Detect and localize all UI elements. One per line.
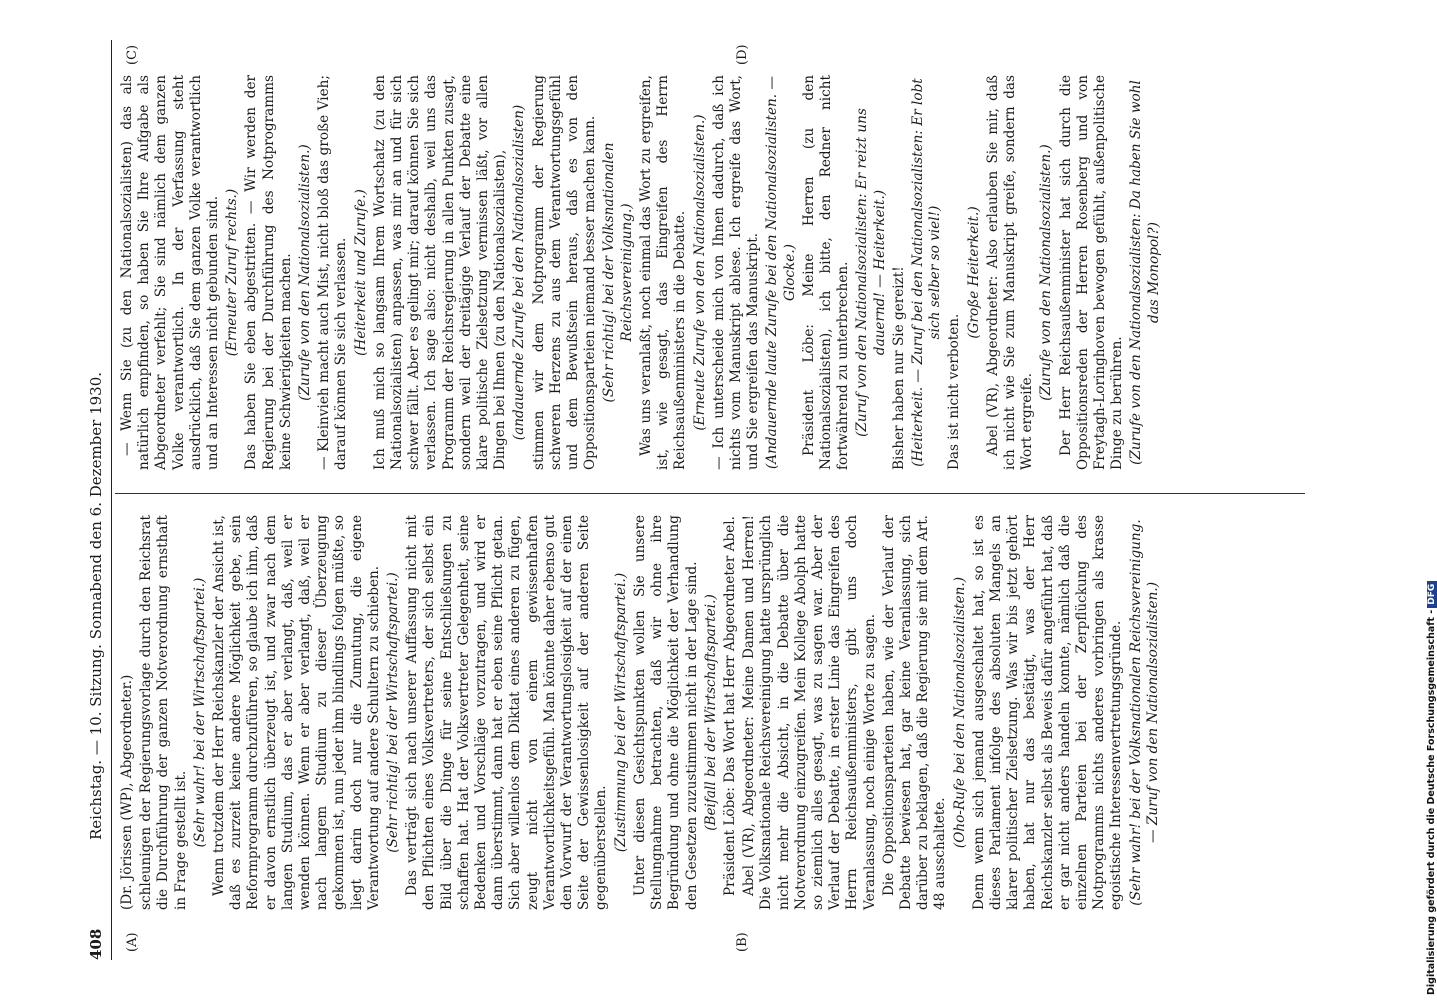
paragraph: (Zurufe von den Nationalsozialisten.) <box>1038 144 1055 401</box>
margin-marker-a: (A) <box>125 932 140 952</box>
paragraph: Wenn trotzdem der Herr Reichskanzler der Ansicht ist, daß es zurzeit keine andere Möglichkeit gebe, sein Reformprogramm durchzuführen, so glaube ich ihm, daß er davon ernstlich überzeugt ist, und zwar nach dem langen Studium, das er aber verlangt, daß, weil er wenden können. Wenn er aber verlangt, daß, weil er nach langem Studium zu dieser Überzeugung gekommen ist, nun jeder ihm blindlings folgen müßte, so liegt darin doch nur die Zumutung, die eigene Verantwortung auf andere Schultern zu schieben. <box>211 515 382 910</box>
page-header <box>85 40 112 960</box>
paragraph: (Dr. Jörissen (WP), Abgeordneter.) <box>119 674 135 910</box>
paragraph: Das verträgt sich nach unserer Auffassung nicht mit den Pflichten eines Volksvertreters, der sich selbst ein Bild über die Dinge für seine Entschließungen zu schaffen hat. Hat der Volksvertreter Gelegenheit, seine Bedenken und Vorschläge vorzutragen, und wird er dann überstimmt, dann hat er eben seine Pflicht getan. Sich aber willenlos dem Diktat eines anderen zu fügen, zeugt nicht von einem gewissenhaften Verantwortlichkeitsgefühl. Man könnte daher ebenso gut den Vorwurf der Verantwortungslosigkeit auf der einen Seite der Gewissenlosigkeit auf der anderen Seite gegenüberstellen. <box>404 515 610 910</box>
paragraph: Der Herr Reichsaußenminister hat sich durch die Oppositionsreden der Herren Rosenberg und von Freytagh-Loringhoven bewogen gefühlt, außenpolitische Dinge zu berühren. <box>1057 75 1126 470</box>
paragraph: (Beifall bei der Wirtschaftspartei.) <box>702 594 719 831</box>
paragraph: Die Oppositionsparteien haben, wie der Verlauf der Debatte bewiesen hat, gar keine Veranlassung, sich darüber zu beklagen, daß die Regierung sie mit dem Art. 48 ausschaltete. <box>880 515 949 910</box>
margin-marker-b: (B) <box>735 932 750 952</box>
paragraph: Was uns veranlaßt, noch einmal das Wort zu ergreifen, ist, wie gesagt, das Eingreifen des Herrn Reichsaußenministers in die Debatte. <box>637 75 689 470</box>
paragraph: (andauernde Zurufe bei den Nationalsozialisten) <box>511 104 528 441</box>
paragraph: (Andauernde laute Zurufe bei den Nationalsozialisten. — Glocke.) <box>764 75 798 470</box>
paragraph: (Zuruf von den Nationalsozialisten: Er reizt uns dauernd! — Heiterkeit.) <box>854 108 888 437</box>
paragraph: Abel (VR), Abgeordneter: Also erlauben Sie mir, daß ich nicht wie Sie zum Manuskript greife, sondern das Wort ergreife. <box>984 75 1036 470</box>
dfg-logo: DFG <box>1427 581 1437 608</box>
paragraph: Präsident Löbe: Das Wort hat Herr Abgeordneter Abel. <box>721 516 738 896</box>
paragraph: — Kleinvieh macht auch Mist, nicht bloß das große Vieh; darauf können Sie sich verlassen. <box>316 75 350 470</box>
paragraph: Abel (VR), Abgeordneter: Meine Damen und Herren! Die Volksnationale Reichsvereinigung hatte ursprünglich nicht mehr die Absicht, in die Debatte über die Notverordnung einzugreifen. Mein Kollege Abolph hatte so ziemlich alles gesagt, was zu sagen war. Aber der Verlauf der Debatte, in erster Linie das Eingreifen des Herrn Reichsaußenministers, gibt uns doch Veranlassung, noch einige Worte zu sagen. <box>741 515 878 910</box>
rotated-page-content <box>85 40 1315 960</box>
paragraph: stimmen wir dem Notprogramm der Regierung schweren Herzens zu aus dem Verantwortungsgefühl und dem Bewußtsein heraus, daß es von den Oppositionsparteien niemand besser machen kann. <box>530 75 599 470</box>
paragraph: Bisher haben nur Sie gereizt! <box>890 266 907 470</box>
paragraph: Das ist nicht verboten. <box>946 313 963 470</box>
page-title: Reichstag. — 10. Sitzung. Sonnabend den 6. Dezember 1930. <box>87 371 105 840</box>
funding-note-text: Digitalisierung gefördert durch die Deutsche Forschungsgemeinschaft - <box>1426 609 1437 995</box>
paragraph: schleunigen der Regierungsvorlage durch den Reichsrat die Durchführung der ganzen Notverordnung ernsthaft in Frage gestellt ist. <box>138 515 189 910</box>
margin-marker-c: (C) <box>125 44 140 65</box>
paragraph: Ich muß mich so langsam Ihrem Wortschatz (zu den Nationalsozialisten) anpassen, was mir an und für sich schwer fällt. Aber es gelingt mir; darauf können Sie sich verlassen. Ich sage also: nicht deshalb, weil uns das Programm der Reichsregierung in allen Punkten zusagt, sondern weil der dreitägige Verlauf der Debatte eine klare politische Zielsetzung vermissen läßt, vor allen Dingen bei Ihnen (zu den Nationalsozialisten), <box>371 75 509 470</box>
column-divider <box>115 493 1305 494</box>
paragraph: — Ich unterscheide mich von Ihnen dadurch, daß ich nichts vom Manuskript ablese. Ich ergreife das Wort, und Sie ergreifen das Manuskript. <box>710 75 762 470</box>
paragraph: (Oho-Rufe bei den Nationalsozialisten.) <box>951 576 968 849</box>
paragraph: Präsident Löbe: Meine Herren (zu den Nationalsozialisten), ich bitte, den Redner nicht fortwährend zu unterbrechen. <box>800 75 852 470</box>
paragraph: (Große Heiterkeit.) <box>965 206 982 339</box>
left-column <box>119 515 1164 910</box>
paragraph: — Wenn Sie (zu den Nationalsozialisten) das als natürlich empfinden, so haben Sie Ihre Aufgabe als Abgeordneter verfehlt; Sie sind nämlich dem ganzen Volke verantwortlich. In der Verfassung steht ausdrücklich, daß Sie dem ganzen Volke verantwortlich und an Interessen nicht gebunden sind. <box>119 75 222 470</box>
paragraph: (Zurufe von den Nationalsozialisten: Da haben Sie wohl das Monopol?) <box>1128 80 1162 465</box>
paragraph: (Sehr wahr! bei der Volksnationalen Reichsvereinigung. — Zuruf von den Nationalsozialisten.) <box>1127 519 1161 906</box>
paragraph: Unter diesen Gesichtspunkten wollen Sie unsere Stellungnahme betrachten, daß wir ohne ihre Begründung und ohne die Möglichkeit der Verhandlung den Gesetzen zuzustimmen nicht in der Lage sind. <box>631 515 700 910</box>
paragraph: (Sehr wahr! bei der Wirtschaftspartei.) <box>191 577 208 848</box>
paragraph: Das haben Sie eben abgestritten. — Wir werden der Regierung bei der Durchführung des Notprogramms keine Schwierigkeiten machen. <box>243 75 294 470</box>
page-number: 408 <box>87 928 105 960</box>
paragraph: (Erneuter Zuruf rechts.) <box>224 188 241 357</box>
paragraph: Denn wenn sich jemand ausgeschaltet hat, so ist es dieses Parlament infolge des absoluten Mangels an klarer politischer Zielsetzung. Was wir bis jetzt gehört haben, hat nur das bestätigt, was der Herr Reichskanzler selbst als Beweis dafür angeführt hat, daß er gar nicht anders handeln konnte, nämlich daß die einzelnen Parteien bei der Zerpflückung des Notprogramms nichts anderes vorbringen als krasse egoistische Interessenvertretungsgründe. <box>970 515 1125 910</box>
margin-marker-d: (D) <box>735 44 750 65</box>
paragraph: (Heiterkeit und Zurufe.) <box>352 189 369 356</box>
paragraph: (Sehr richtig! bei der Wirtschaftspartei.) <box>385 572 402 853</box>
funding-note <box>1426 581 1437 995</box>
paragraph: (Zustimmung bei der Wirtschaftspartei.) <box>612 572 629 853</box>
right-column <box>119 75 1165 470</box>
paragraph: (Sehr richtig! bei der Volksnationalen Reichsvereinigung.) <box>601 142 635 403</box>
paragraph: (Heiterkeit. — Zuruf bei den Nationalsozialisten: Er lobt sich selber so viel!) <box>909 78 944 467</box>
paragraph: (Erneute Zurufe von den Nationalsozialisten.) <box>691 114 708 431</box>
paragraph: (Zurufe von den Nationalsozialisten.) <box>297 144 314 401</box>
